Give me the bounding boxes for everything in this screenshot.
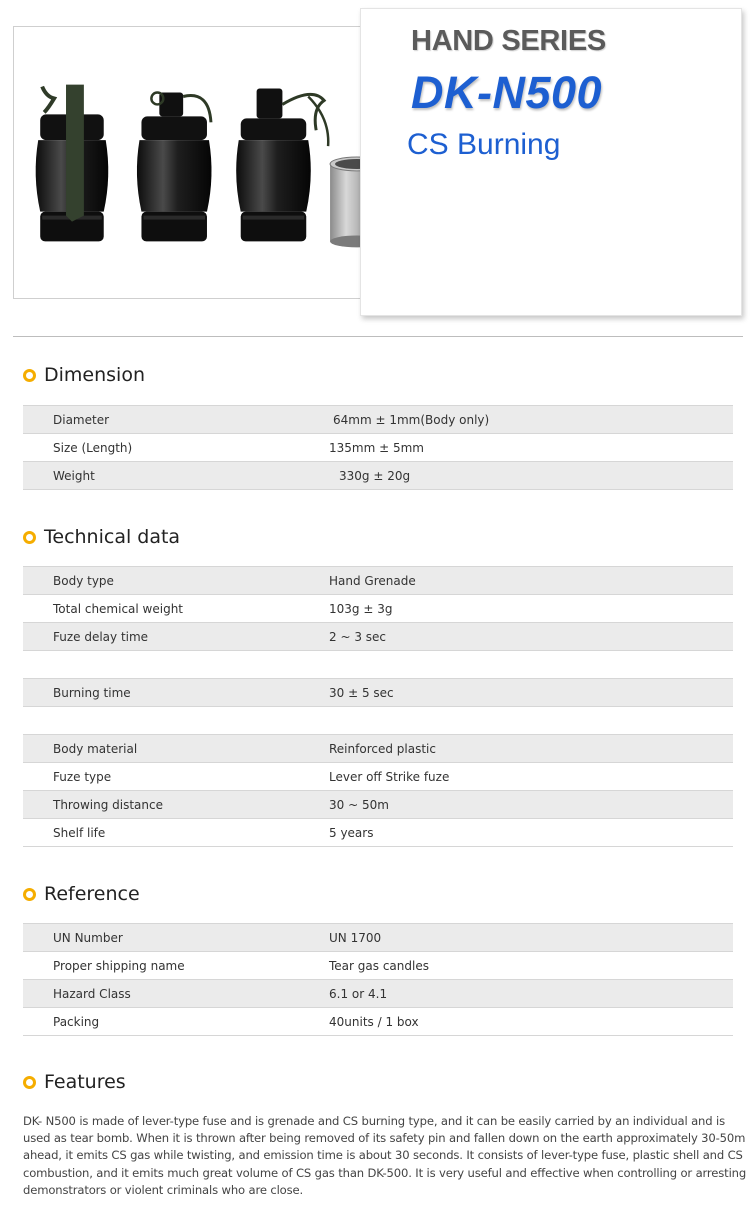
table-row [23, 734, 733, 762]
row-label: UN Number [53, 931, 123, 945]
row-label: Hazard Class [53, 987, 131, 1001]
table-row-empty [23, 706, 733, 734]
row-value: 103g ± 3g [329, 602, 393, 616]
table-row [23, 566, 733, 594]
bullet-icon [23, 369, 36, 382]
row-value: 30 ~ 50m [329, 798, 389, 812]
section-header-dimension [23, 362, 145, 388]
row-label: Packing [53, 1015, 100, 1029]
technical-table [23, 566, 733, 847]
section-header-features [23, 1069, 126, 1095]
row-value: 2 ~ 3 sec [329, 630, 386, 644]
row-value: 135mm ± 5mm [329, 441, 424, 455]
row-value: UN 1700 [329, 931, 382, 945]
row-label: Total chemical weight [53, 602, 184, 616]
section-title: Features [44, 1071, 126, 1093]
table-row [23, 622, 733, 650]
grenade-side [137, 93, 212, 242]
features-description: DK- N500 is made of lever-type fuse and is grenade and CS burning type, and it can be easily carried by an individual and is used as tear bomb. When it is thrown after being removed of its safety pin and fallen down on the earth approximately 30-50m ahead, it emits CS gas while twisting, and emission time is about 30 seconds. It consists of lever-type fuse, plastic shell and CS combustion, and it emits much great volume of CS gas than DK-500. It is very useful and effective when controlling or arresting demonstrators or violent criminals who are close. [23, 1114, 747, 1197]
row-value: Tear gas candles [329, 959, 429, 973]
table-row [23, 594, 733, 622]
title-card [360, 8, 742, 316]
row-value: 64mm ± 1mm(Body only) [333, 413, 490, 427]
section-title: Dimension [44, 364, 145, 386]
row-value: 30 ± 5 sec [329, 686, 394, 700]
dimension-table [23, 405, 733, 490]
table-row [23, 762, 733, 790]
product-photo [13, 26, 394, 299]
table-row-empty [23, 650, 733, 678]
row-label: Body material [53, 742, 138, 756]
table-row [23, 678, 733, 706]
row-value: 40units / 1 box [329, 1015, 419, 1029]
table-row [23, 923, 733, 951]
table-row [23, 951, 733, 979]
table-row [23, 790, 733, 818]
row-label: Fuze type [53, 770, 112, 784]
bullet-icon [23, 1076, 36, 1089]
row-value: Lever off Strike fuze [329, 770, 450, 784]
section-header-reference [23, 881, 140, 907]
model-subtitle: CS Burning [407, 128, 561, 161]
reference-table [23, 923, 733, 1036]
row-label: Size (Length) [53, 441, 133, 455]
bullet-icon [23, 531, 36, 544]
grenade-front [36, 85, 109, 242]
row-value: Reinforced plastic [329, 742, 436, 756]
table-row [23, 461, 733, 489]
row-label: Diameter [53, 413, 110, 427]
section-header-technical [23, 524, 180, 550]
row-label: Proper shipping name [53, 959, 185, 973]
section-title: Reference [44, 883, 140, 905]
row-label: Throwing distance [53, 798, 163, 812]
row-label: Fuze delay time [53, 630, 149, 644]
table-row [23, 405, 733, 433]
table-row [23, 818, 733, 846]
grenade-open [236, 89, 328, 242]
table-row [23, 433, 733, 461]
row-label: Shelf life [53, 826, 106, 840]
row-label: Weight [53, 469, 95, 483]
section-title: Technical data [44, 526, 181, 548]
row-value: 5 years [329, 826, 374, 840]
row-value: Hand Grenade [329, 574, 416, 588]
table-row [23, 979, 733, 1007]
table-row [23, 1007, 733, 1035]
model-title: DK-N500 [411, 67, 603, 118]
row-value: 330g ± 20g [339, 469, 411, 483]
divider [13, 336, 743, 337]
bullet-icon [23, 888, 36, 901]
row-label: Body type [53, 574, 114, 588]
row-value: 6.1 or 4.1 [329, 987, 388, 1001]
row-label: Burning time [53, 686, 131, 700]
series-title: HAND SERIES [411, 25, 606, 57]
